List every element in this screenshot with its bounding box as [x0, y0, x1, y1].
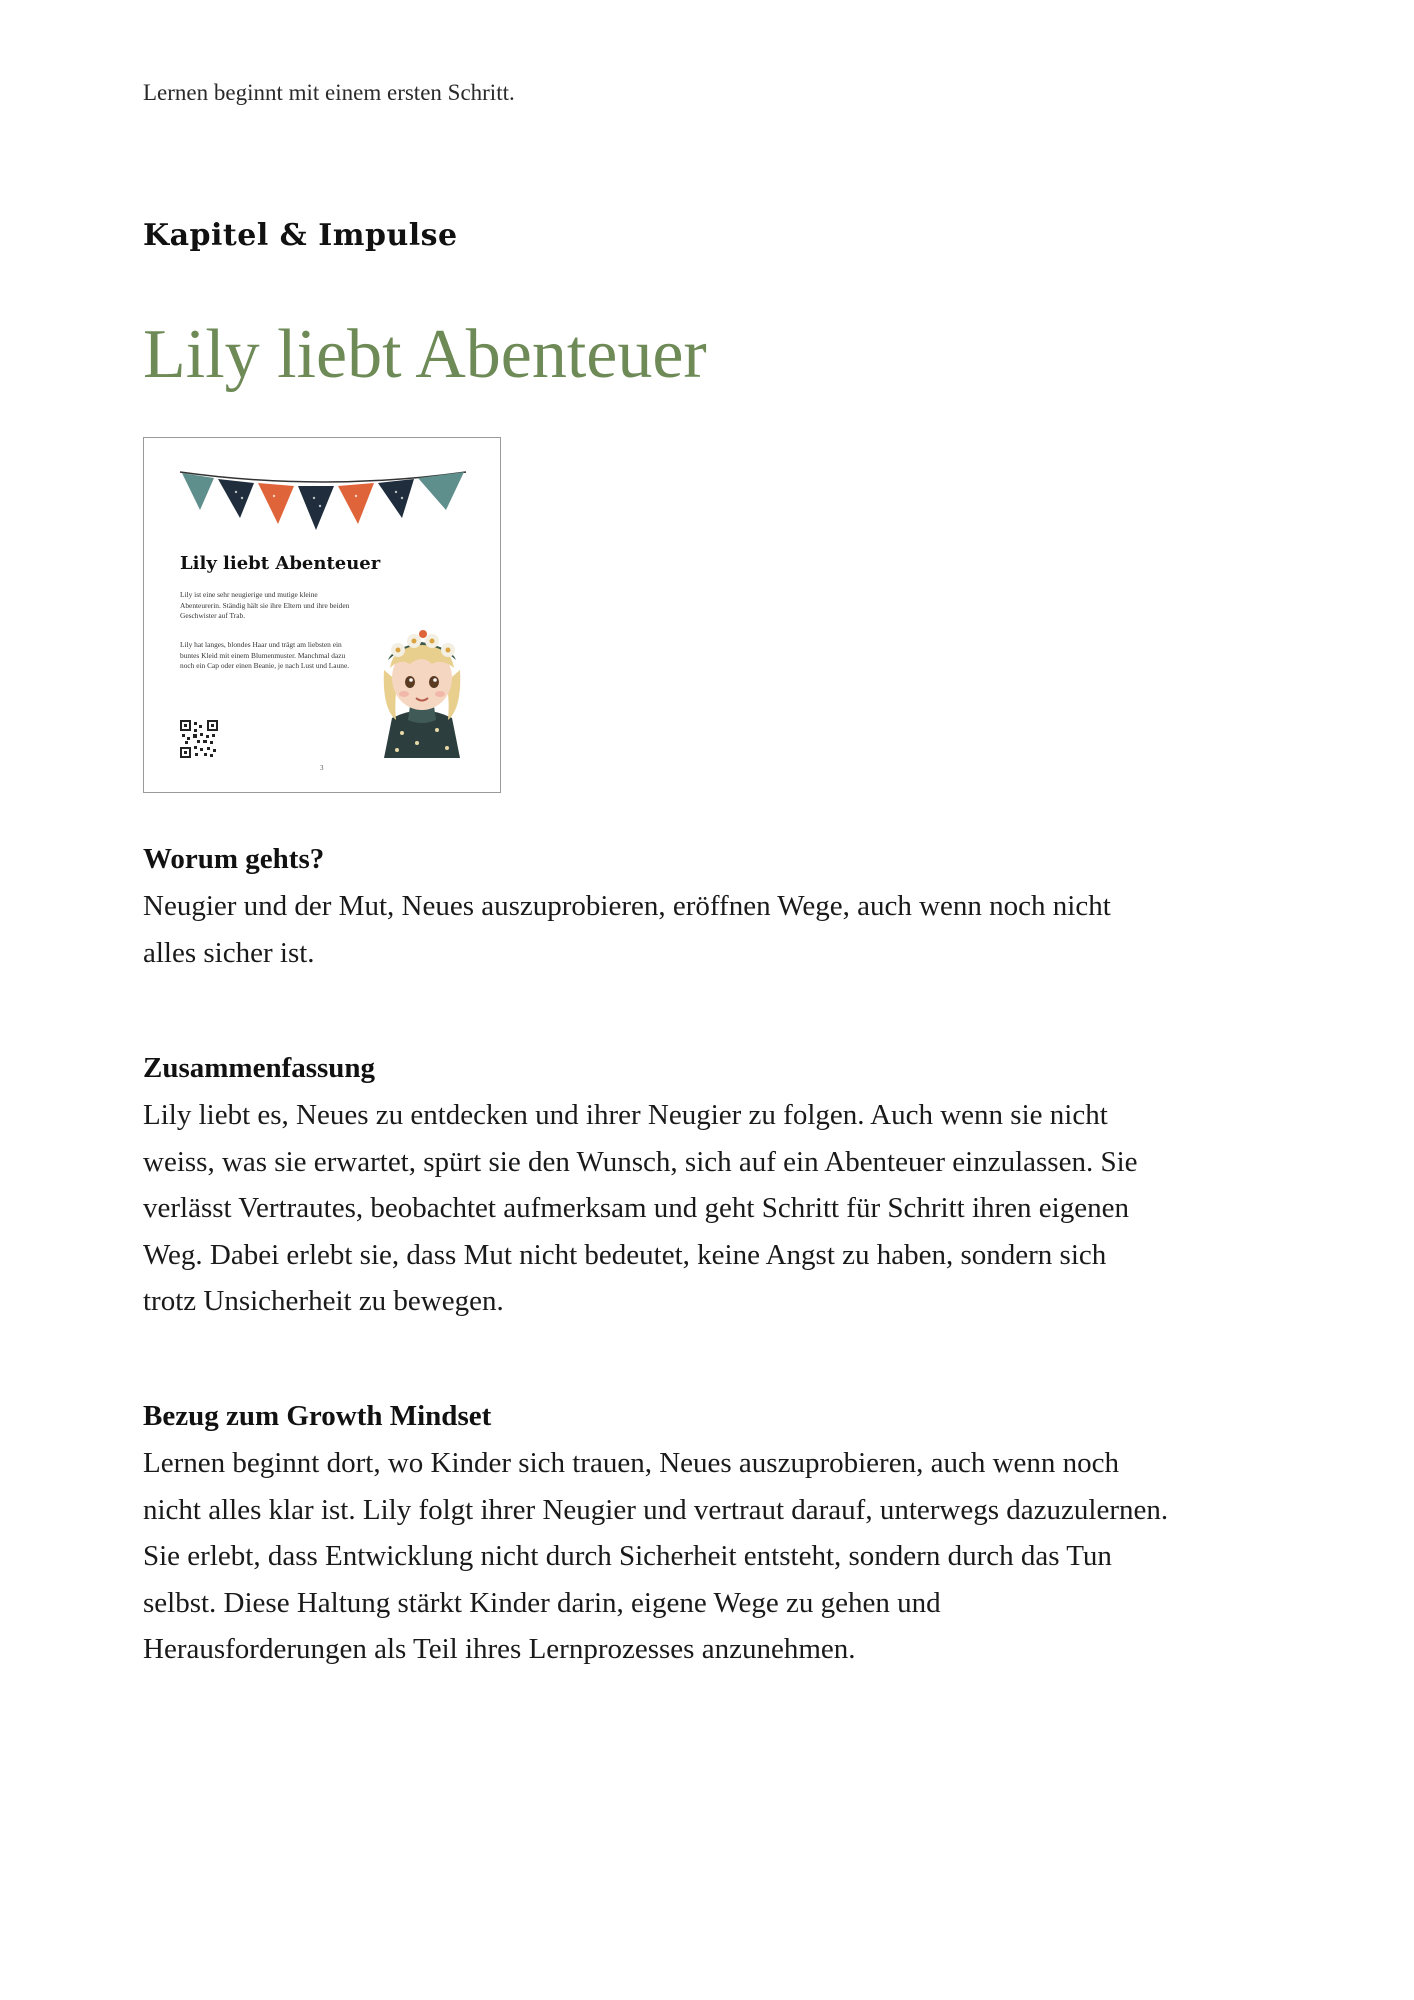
text-line: Neugier und der Mut, Neues auszuprobieren, eröffnen Wege, auch wenn noch nicht — [143, 890, 1111, 922]
section-label: Kapitel & Impulse — [143, 218, 458, 253]
text-line: Sie erlebt, dass Entwicklung nicht durch Sicherheit entsteht, sondern durch das Tun — [143, 1540, 1112, 1572]
heading-worum: Worum gehts? — [143, 843, 325, 875]
thumbnail-page-number: 3 — [320, 764, 324, 772]
qr-code-icon — [180, 720, 218, 758]
bunting-illustration — [178, 468, 468, 538]
text-line: nicht alles klar ist. Lily folgt ihrer Neugier und vertraut darauf, unterwegs dazuzulernen. — [143, 1493, 1169, 1526]
text-line: selbst. Diese Haltung stärkt Kinder darin, eigene Wege zu gehen und — [143, 1586, 941, 1619]
text-line: weiss, was sie erwartet, spürt sie den Wunsch, sich auf ein Abenteuer einzulassen. Sie — [143, 1145, 1138, 1178]
text-growth-mindset — [143, 1440, 1283, 1673]
text-line: Lernen beginnt dort, wo Kinder sich trauen, Neues auszuprobieren, auch wenn noch — [143, 1447, 1120, 1479]
heading-zusammenfassung: Zusammenfassung — [143, 1052, 376, 1084]
text-line: verlässt Vertrautes, beobachtet aufmerksam und geht Schritt für Schritt ihren eigenen — [143, 1192, 1129, 1224]
text-line: Lily liebt es, Neues zu entdecken und ihrer Neugier zu folgen. Auch wenn sie nicht — [143, 1099, 1108, 1131]
text-line: trotz Unsicherheit zu bewegen. — [143, 1285, 504, 1317]
girl-illustration — [362, 608, 482, 758]
thumbnail-paragraph: Lily hat langes, blondes Haar und trägt am liebsten ein buntes Kleid mit einem Blumenmuster. Manchmal dazu noch ein Cap oder einen Beanie, je nach Lust und Laune. — [180, 640, 350, 670]
text-line: alles sicher ist. — [143, 936, 315, 969]
text-worum — [143, 883, 1283, 976]
text-line: Weg. Dabei erlebt sie, dass Mut nicht bedeutet, keine Angst zu haben, sondern sich — [143, 1238, 1107, 1271]
book-page-thumbnail — [143, 437, 501, 793]
thumbnail-paragraph: Lily ist eine sehr neugierige und mutige kleine Abenteurerin. Ständig hält sie ihre Eltern und ihre beiden Geschwister auf Trab. — [180, 590, 350, 620]
heading-growth-mindset: Bezug zum Growth Mindset — [143, 1400, 492, 1432]
page-tagline: Lernen beginnt mit einem ersten Schritt. — [143, 80, 515, 105]
thumbnail-title: Lily liebt Abenteuer — [180, 553, 381, 574]
document-page — [143, 0, 1283, 2000]
text-line: Herausforderungen als Teil ihres Lernprozesses anzunehmen. — [143, 1633, 856, 1665]
chapter-title: Lily liebt Abenteuer — [143, 316, 707, 393]
text-zusammenfassung — [143, 1092, 1283, 1325]
